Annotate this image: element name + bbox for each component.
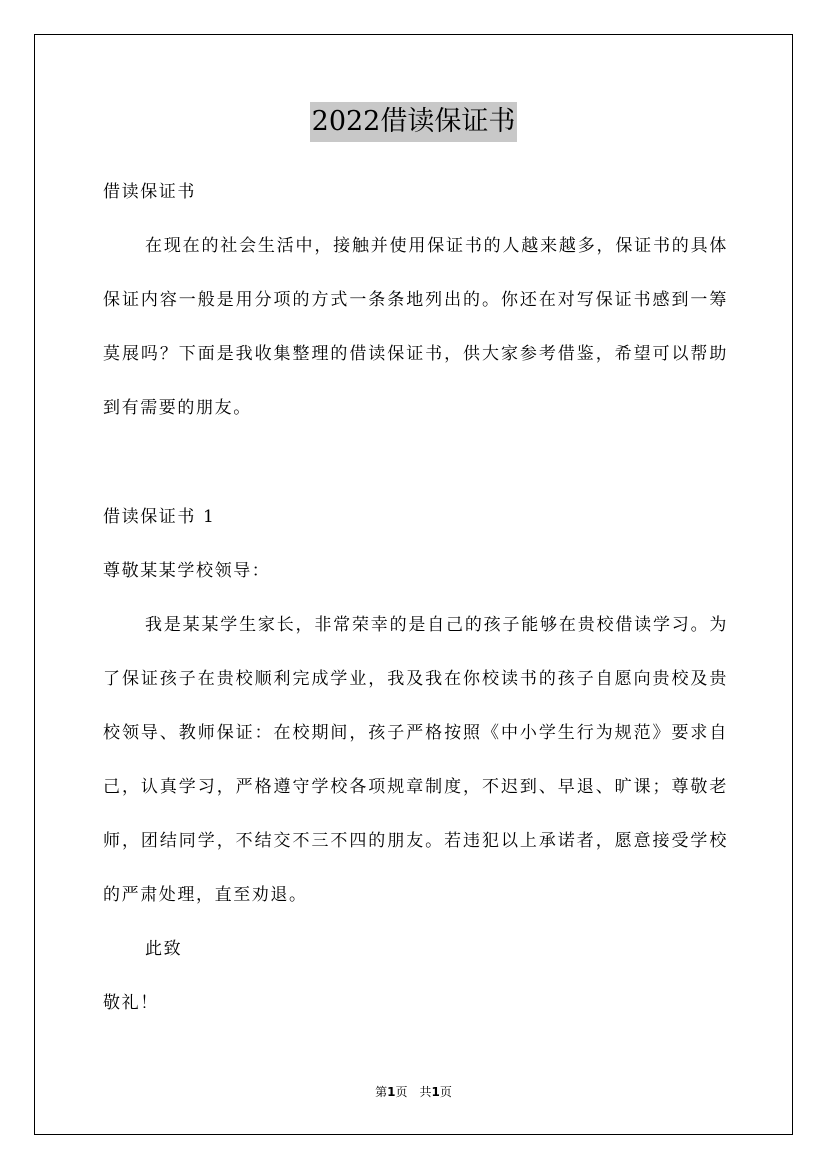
body-paragraph: 我是某某学生家长，非常荣幸的是自己的孩子能够在贵校借读学习。为了保证孩子在贵校顺利完成学业，我及我在你校读书的孩子自愿向贵校及贵校领导、教师保证：在校期间，孩子严格按照《中小学生行为规范》要求自己，认真学习，严格遵守学校各项规章制度，不迟到、早退、旷课；尊敬老师，团结同学，不结交不三不四的朋友。若违犯以上承诺者，愿意接受学校的严肃处理，直至劝退。 <box>103 615 728 905</box>
intro-paragraph: 在现在的社会生活中，接触并使用保证书的人越来越多，保证书的具体保证内容一般是用分项的方式一条条地列出的。你还在对写保证书感到一筹莫展吗？下面是我收集整理的借读保证书，供大家参考借鉴，希望可以帮助到有需要的朋友。 <box>103 236 728 418</box>
section-heading: 借读保证书 1 <box>103 507 216 527</box>
footer-page-total: 1 <box>431 1085 440 1099</box>
salutation: 尊敬某某学校领导： <box>103 561 271 581</box>
closing-line-2: 敬礼！ <box>103 993 159 1013</box>
document-title <box>0 102 827 142</box>
footer-suffix: 页 <box>439 1085 452 1099</box>
page-footer <box>0 1083 827 1101</box>
closing-line-1: 此致 <box>145 939 183 959</box>
footer-page-number: 1 <box>387 1085 396 1099</box>
intro-heading: 借读保证书 <box>103 182 196 202</box>
document-title-text: 2022借读保证书 <box>310 102 518 142</box>
footer-mid: 页 共 <box>395 1085 432 1099</box>
footer-prefix: 第 <box>375 1085 388 1099</box>
